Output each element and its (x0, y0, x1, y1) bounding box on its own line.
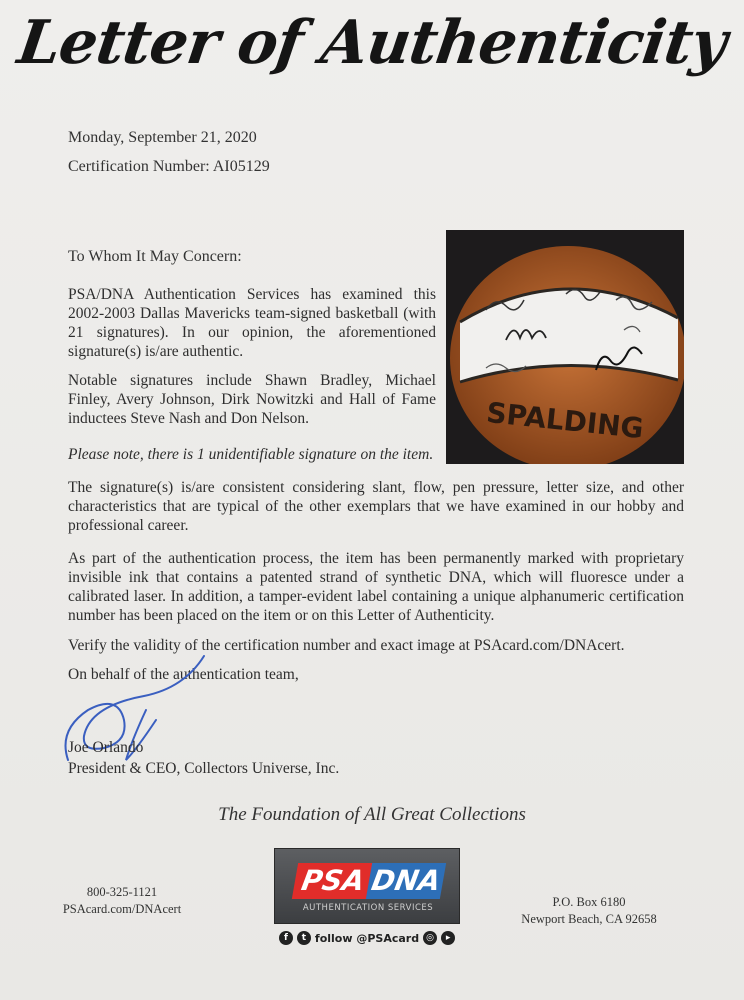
consistency-paragraph: The signature(s) is/are consistent considering slant, flow, pen pressure, letter size, and other characteristics that are typical of the other exemplars that we have examined in our hobby and professional career. (68, 479, 684, 534)
youtube-icon[interactable]: ▸ (441, 931, 455, 945)
signer-title: President & CEO, Collectors Universe, Inc. (68, 760, 340, 777)
phone-number: 800-325-1121 (86, 885, 158, 899)
letter-date: Monday, September 21, 2020 (68, 129, 257, 146)
item-photo (446, 230, 684, 464)
contact-left (52, 884, 192, 918)
instagram-icon[interactable]: ◎ (423, 931, 437, 945)
closing-line: On behalf of the authentication team, (68, 666, 299, 683)
certification-number: Certification Number: AI05129 (68, 158, 270, 175)
authentication-process-paragraph: As part of the authentication process, the item has been permanently marked with proprietary invisible ink that contains a patented strand of synthetic DNA, which will fluoresce under a calibrated laser. In addition, a tamper-evident label containing a unique alphanumeric certification number has been placed on the item or on this Letter of Authenticity. (68, 550, 684, 624)
examination-paragraph: PSA/DNA Authentication Services has examined this 2002-2003 Dallas Mavericks team-signed basketball (with 21 signatures). In our opinion, the aforementioned signature(s) is/are authentic. (68, 286, 436, 360)
social-handle[interactable]: follow @PSAcard (314, 931, 420, 945)
twitter-icon[interactable]: t (297, 931, 311, 945)
salutation: To Whom It May Concern: (68, 248, 242, 265)
letter-title: Letter of Authenticity (13, 8, 731, 78)
contact-right (494, 894, 684, 928)
logo-psa: PSA (292, 863, 374, 899)
city-address: Newport Beach, CA 92658 (521, 912, 657, 926)
logo-subtitle: AUTHENTICATION SERVICES (302, 903, 434, 913)
unidentifiable-note: Please note, there is 1 unidentifiable signature on the item. (68, 446, 434, 463)
psa-dna-logo (274, 848, 460, 924)
signer-name: Joe Orlando (68, 739, 144, 756)
social-bar (274, 928, 460, 948)
notable-signatures-paragraph: Notable signatures include Shawn Bradley, Michael Finley, Avery Johnson, Dirk Nowitzki and Hall of Fame inductees Steve Nash and Don Nelson. (68, 372, 436, 427)
po-box: P.O. Box 6180 (552, 895, 626, 909)
basketball-image (446, 230, 684, 464)
verify-paragraph: Verify the validity of the certification number and exact image at PSAcard.com/DNAcert. (68, 637, 625, 654)
tagline: The Foundation of All Great Collections (218, 804, 526, 825)
facebook-icon[interactable]: f (279, 931, 293, 945)
logo-dna: DNA (366, 863, 446, 899)
ball-brand-text: SPALDING (484, 395, 646, 446)
handwritten-signature (56, 640, 236, 780)
website-link[interactable]: PSAcard.com/DNAcert (62, 902, 182, 916)
